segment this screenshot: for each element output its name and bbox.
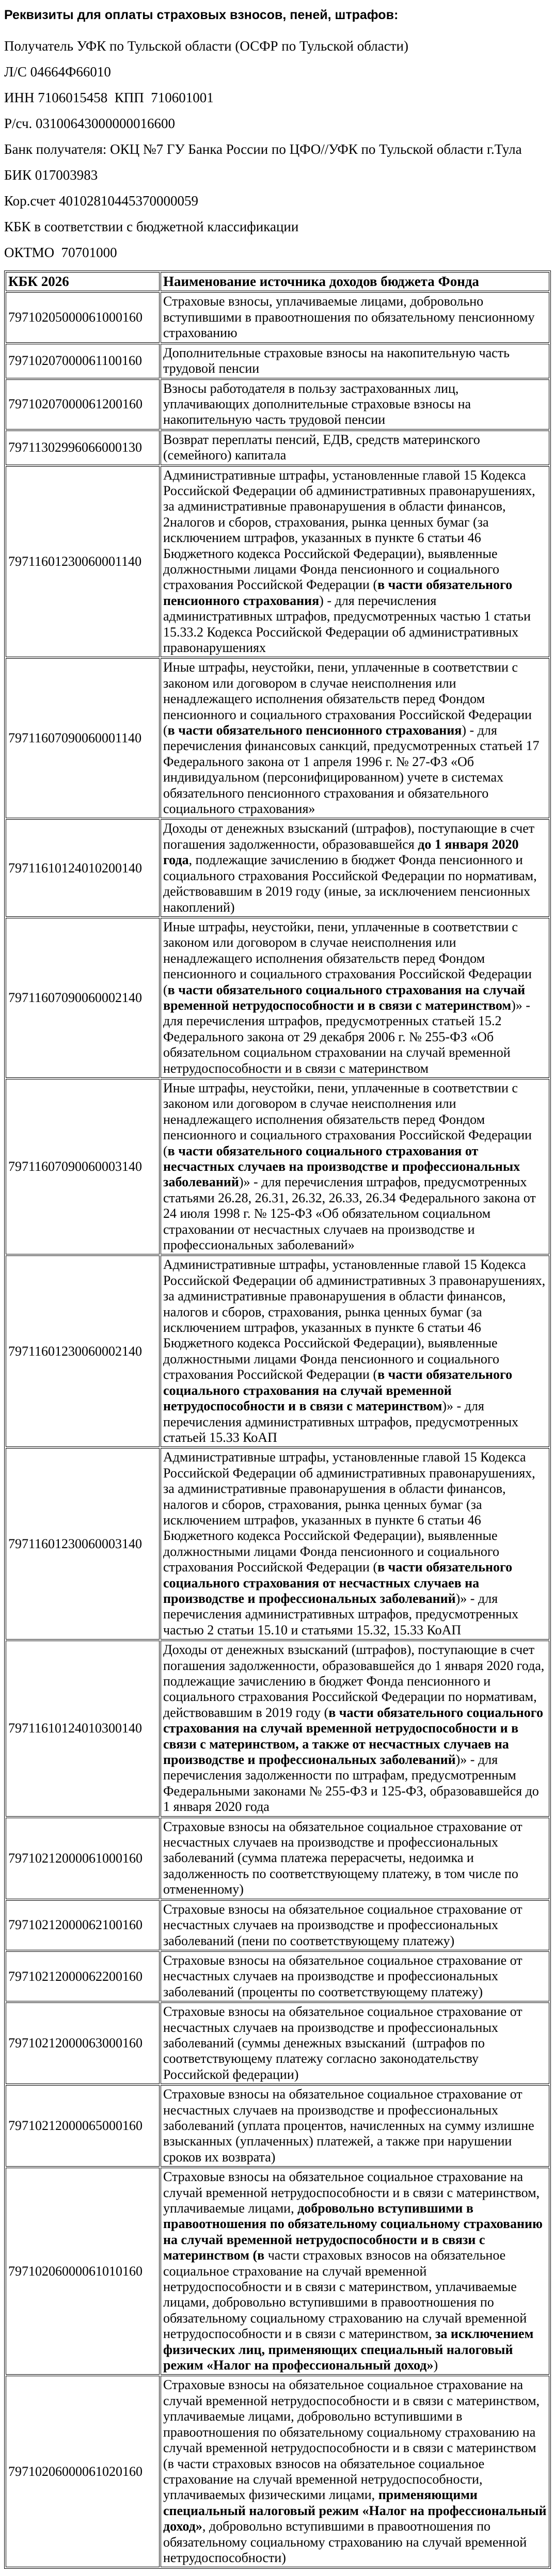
income-source-cell xyxy=(161,379,549,430)
income-source-cell xyxy=(161,1448,549,1640)
kbk-code-cell: 79711302996066000130 xyxy=(6,431,160,465)
kbk-code-cell: 79710207000061200160 xyxy=(6,379,160,430)
income-source-cell xyxy=(161,819,549,916)
table-row xyxy=(6,2085,549,2167)
table-row xyxy=(6,918,549,1078)
table-row xyxy=(6,1951,549,2001)
income-source-cell xyxy=(161,658,549,818)
kbk-code-cell: 79710212000062200160 xyxy=(6,1951,160,2001)
text-segment: ) - для перечисления административных штрафов, предусмотренных частью 1 статьи 15.33.2 Кодекса Российской Федерации об административных правонарушениях xyxy=(163,593,534,655)
income-source-cell xyxy=(161,466,549,658)
requisites-title: Реквизиты для оплаты страховых взносов, пеней, штрафов: xyxy=(4,8,399,22)
kbk-code-cell: 79711601230060002140 xyxy=(6,1255,160,1447)
income-source-cell xyxy=(161,431,549,465)
requisite-line: БИК 017003983 xyxy=(4,167,98,183)
table-row xyxy=(6,344,549,378)
table-row xyxy=(6,1641,549,1816)
text-segment: Страховые взносы на обязательное социальное страхование от несчастных случаев на производстве и профессиональных заболеваний (проценты по соответствующему платежу) xyxy=(163,1952,526,1999)
kbk-code-cell: 79710205000061000160 xyxy=(6,292,160,342)
income-source-cell xyxy=(161,2085,549,2167)
text-segment: )» - для перечисления штрафов, предусмотренных статьей 15.2 Федерального закона от 29 декабря 2006 г. № 255-ФЗ «Об обязательном социальном страховании на случай временной нетрудоспособности и в связи с материнством xyxy=(163,997,534,1076)
text-segment: Взносы работодателя в пользу застрахованных лиц, уплачивающих дополнительные страховые взносы на накопительную часть трудовой пенсии xyxy=(163,380,474,427)
text-segment: части страховых взносов на обязательное социальное страхование на случай временной нетрудоспособности и в связи с материнством, уплачиваемые лицами, добровольно вступившими в правоотношения по обязательному социальному страхованию на случай временной нетрудоспособности и в связи с материнством, xyxy=(163,2248,530,2342)
text-segment: )» - для перечисления штрафов, предусмотренных статьями 26.28, 26.31, 26.32, 26.33, 26.34 Федерального закона от 24 июля 1998 г. № 125-ФЗ «Об обязательном социальном страховании от несчастных случаев на производстве и профессиональных заболеваний» xyxy=(163,1174,540,1253)
text-segment: Страховые взносы на обязательное социальное страхование на случай временной нетрудоспособности и в связи с материнством, уплачиваемые лицами, xyxy=(163,2169,543,2216)
text-segment: , подлежащие зачислению в бюджет Фонда пенсионного и социального страхования Российской Федерации по нормативам, действовавшим в 2019 году (иные, за исключением пенсионных накоплений) xyxy=(163,852,541,915)
table-row xyxy=(6,1079,549,1254)
requisite-line: Кор.счет 40102810445370000059 xyxy=(4,193,198,209)
kbk-code-cell: 79711601230060001140 xyxy=(6,466,160,658)
text-segment: , добровольно вступившими в правоотношения по обязательному социальному страхованию на случай временной нетрудоспособности) xyxy=(163,2519,530,2565)
bold-text-segment: в части обязательного социального страхования на случай временной нетрудоспособности и в связи с материнством, а также от несчастных случаев на производстве и профессиональных заболеваний xyxy=(163,1705,547,1768)
income-source-cell xyxy=(161,1255,549,1447)
bold-text-segment: в части обязательного пенсионного страхования xyxy=(167,723,462,738)
income-source-cell xyxy=(161,1951,549,2001)
kbk-table-body xyxy=(6,292,549,2567)
income-source-column-header: Наименование источника доходов бюджета Фонда xyxy=(161,272,549,291)
text-segment: )» - для перечисления административных штрафов, предусмотренных статьей 15.33 КоАП xyxy=(163,1398,522,1445)
requisite-line: ИНН 7106015458 КПП 710601001 xyxy=(4,90,214,106)
text-segment: Административные штрафы, установленные главой 15 Кодекса Российской Федерации об административных правонарушениях, за административные правонарушения в области финансов, налогов и сборов, страхования, рынка ценных бумаг (за исключением штрафов, указанных в пункте 6 статьи 46 Бюджетного кодекса Российской Федерации), выявленные должностными лицами Фонда пенсионного и социального страхования Российской Федерации ( xyxy=(163,1450,539,1575)
table-row xyxy=(6,819,549,916)
bold-text-segment: применяющими специальный налоговый режим «Налог на профессиональный доход» xyxy=(163,2487,550,2534)
kbk-code-cell: 79710212000063000160 xyxy=(6,2002,160,2084)
text-segment: Дополнительные страховые взносы на накопительную часть трудовой пенсии xyxy=(163,345,513,376)
table-row xyxy=(6,2376,549,2567)
text-segment: Страховые взносы, уплачиваемые лицами, добровольно вступившими в правоотношения по обязательному пенсионному страхованию xyxy=(163,294,539,341)
text-segment: Страховые взносы на обязательное социальное страхование на случай временной нетрудоспособности и в связи с материнством, уплачиваемые лицами, добровольно вступившими в правоотношения по обязательному социальному страхованию на случай временной нетрудоспособности и в связи с материнством (в части страховых взносов на обязательное социальное страхование на случай временной нетрудоспособности, уплачиваемых физическими лицами, xyxy=(163,2377,543,2503)
bold-text-segment: в части обязательного социального страхования на случай временной нетрудоспособности и в связи с материнством xyxy=(163,1367,516,1414)
income-source-cell xyxy=(161,1900,549,1950)
table-row xyxy=(6,1255,549,1447)
table-row xyxy=(6,379,549,430)
income-source-cell xyxy=(161,1641,549,1816)
requisite-line: ОКТМО 70701000 xyxy=(4,245,117,261)
requisite-line: Банк получателя: ОКЦ №7 ГУ Банка России по ЦФО//УФК по Тульской области г.Тула xyxy=(4,141,522,157)
table-row xyxy=(6,658,549,818)
text-segment: )» - для перечисления административных штрафов, предусмотренных частью 2 статьи 15.10 и статьями 15.32, 15.33 КоАП xyxy=(163,1591,522,1637)
table-row xyxy=(6,2002,549,2084)
text-segment: ) xyxy=(433,2358,438,2373)
kbk-code-cell: 79711607090060002140 xyxy=(6,918,160,1078)
income-source-cell xyxy=(161,918,549,1078)
text-segment: Страховые взносы на обязательное социальное страхование от несчастных случаев на производстве и профессиональных заболеваний (сумма платежа перерасчеты, недоимка и задолженность по соответствующему платежу, в том числе по отмененному) xyxy=(163,1819,526,1897)
kbk-code-cell: 79711610124010300140 xyxy=(6,1641,160,1816)
income-source-cell xyxy=(161,292,549,342)
income-source-cell xyxy=(161,2168,549,2375)
requisite-line: Л/С 04664Ф66010 xyxy=(4,64,111,80)
requisites-lines xyxy=(4,38,526,261)
table-row xyxy=(6,1900,549,1950)
requisite-line: Р/сч. 03100643000000016600 xyxy=(4,116,176,132)
kbk-table xyxy=(4,271,551,2569)
table-row xyxy=(6,2168,549,2375)
kbk-code-cell: 79711607090060001140 xyxy=(6,658,160,818)
bold-text-segment: в части обязательного социального страхования от несчастных случаев на производстве и профессиональных заболеваний xyxy=(163,1560,516,1606)
requisite-line: КБК в соответствии с бюджетной классификации xyxy=(4,219,299,235)
text-segment: Доходы от денежных взысканий (штрафов), поступающие в счет погашения задолженности, образовавшейся до 1 января 2020 года, подлежащие зачислению в бюджет Фонда пенсионного и социального страхования Российской Федерации по нормативам, действовавшим в 2019 году ( xyxy=(163,1642,548,1720)
requisite-line: Получатель УФК по Тульской области (ОСФР по Тульской области) xyxy=(4,38,408,54)
income-source-cell xyxy=(161,344,549,378)
text-segment: Страховые взносы на обязательное социальное страхование от несчастных случаев на производстве и профессиональных заболеваний (суммы денежных взысканий (штрафов по соответствующему платежу согласно законодательству Российской федерации) xyxy=(163,2004,526,2082)
table-row xyxy=(6,292,549,342)
income-source-cell xyxy=(161,2002,549,2084)
text-segment: Иные штрафы, неустойки, пени, уплаченные в соответствии с законом или договором в случае неисполнения или ненадлежащего исполнения обязательств перед Фондом пенсионного и социального страхования Российской Федерации ( xyxy=(163,660,535,738)
text-segment: Страховые взносы на обязательное социальное страхование от несчастных случаев на производстве и профессиональных заболеваний (уплата процентов, начисленных на сумму излишне взысканных (уплаченных) платежей, а также при нарушении сроков их возврата) xyxy=(163,2087,538,2165)
text-segment: Административные штрафы, установленные главой 15 Кодекса Российской Федерации об административных 3 правонарушениях, за административные правонарушения в области финансов, налогов и сборов, страхования, рынка ценных бумаг (за исключением штрафов, указанных в пункте 6 статьи 46 Бюджетного кодекса Российской Федерации), выявленные должностными лицами Фонда пенсионного и социального страхования Российской Федерации ( xyxy=(163,1257,549,1382)
kbk-code-cell: 79710206000061010160 xyxy=(6,2168,160,2375)
kbk-code-cell: 79711607090060003140 xyxy=(6,1079,160,1254)
table-row xyxy=(6,466,549,658)
payment-requisites-section xyxy=(4,7,526,261)
bold-text-segment: за исключением физических лиц, применяющих специальный налоговый режим «Налог на профессиональный доход» xyxy=(163,2326,537,2373)
text-segment: Доходы от денежных взысканий (штрафов), поступающие в счет погашения задолженности, образовавшейся xyxy=(163,821,538,852)
bold-text-segment: до 1 января 2020 года xyxy=(163,836,522,868)
kbk-code-cell: 79710206000061020160 xyxy=(6,2376,160,2567)
kbk-code-cell: 79710212000062100160 xyxy=(6,1900,160,1950)
bold-text-segment: в части обязательного пенсионного страхования xyxy=(163,577,516,608)
income-source-cell xyxy=(161,2376,549,2567)
text-segment: Иные штрафы, неустойки, пени, уплаченные в соответствии с законом или договором в случае неисполнения или ненадлежащего исполнения обязательств перед Фондом пенсионного и социального страхования Российской Федерации ( xyxy=(163,1080,535,1158)
table-row xyxy=(6,1818,549,1899)
table-row xyxy=(6,431,549,465)
kbk-column-header: КБК 2026 xyxy=(6,272,160,291)
kbk-code-cell: 79711610124010200140 xyxy=(6,819,160,916)
table-row xyxy=(6,1448,549,1640)
text-segment: Возврат переплаты пенсий, ЕДВ, средств материнского (семейного) капитала xyxy=(163,432,484,463)
bold-text-segment: добровольно вступившими в правоотношения по обязательному социальному страхованию на случай временной нетрудоспособности и в связи с материнством (в xyxy=(163,2201,546,2263)
text-segment: Административные штрафы, установленные главой 15 Кодекса Российской Федерации об административных правонарушениях, за административные правонарушения в области финансов, 2налогов и сборов, страхования, рынка ценных бумаг (за исключением штрафов, указанных в пункте 6 статьи 46 Бюджетного кодекса Российской Федерации), выявленные должностными лицами Фонда пенсионного и социального страхования Российской Федерации ( xyxy=(163,467,539,593)
text-segment: Иные штрафы, неустойки, пени, уплаченные в соответствии с законом или договором в случае неисполнения или ненадлежащего исполнения обязательств перед Фондом пенсионного и социального страхования Российской Федерации ( xyxy=(163,919,535,997)
text-segment: ) - для перечисления финансовых санкций, предусмотренных статьей 17 Федерального закона от 1 апреля 1996 г. № 27-ФЗ «Об индивидуальном (персонифицированном) учете в системах обязательного пенсионного страхования и обязательного социального страхования» xyxy=(163,723,543,817)
kbk-code-cell: 79711601230060003140 xyxy=(6,1448,160,1640)
table-header-row xyxy=(6,272,549,291)
income-source-cell xyxy=(161,1818,549,1899)
bold-text-segment: в части обязательного социального страхования от несчастных случаев на производстве и профессиональных заболеваний xyxy=(163,1143,524,1190)
kbk-code-cell: 79710207000061100160 xyxy=(6,344,160,378)
kbk-code-cell: 79710212000061000160 xyxy=(6,1818,160,1899)
income-source-cell xyxy=(161,1079,549,1254)
text-segment: )» - для перечисления задолженности по штрафам, предусмотренным Федеральными законами № 255-ФЗ и 125-ФЗ, образовавшейся до 1 января 2020 года xyxy=(163,1752,543,1815)
text-segment: Страховые взносы на обязательное социальное страхование от несчастных случаев на производстве и профессиональных заболеваний (пени по соответствующему платежу) xyxy=(163,1901,526,1948)
kbk-code-cell: 79710212000065000160 xyxy=(6,2085,160,2167)
bold-text-segment: в части обязательного социального страхования на случай временной нетрудоспособности и в связи с материнством xyxy=(163,982,529,1013)
